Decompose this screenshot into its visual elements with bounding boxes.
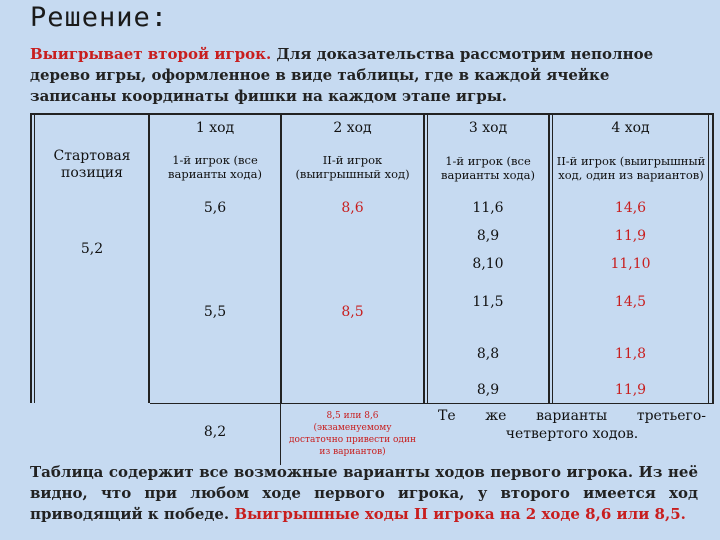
move-4-value: 14,6 bbox=[614, 200, 647, 216]
move-1-value: 5,6 bbox=[203, 200, 227, 216]
move-3-value: 8,9 bbox=[476, 382, 500, 398]
move-3-value: 8,8 bbox=[476, 346, 500, 362]
move-3-value: 11,6 bbox=[472, 200, 504, 216]
move-2-value: 8,5 bbox=[341, 304, 364, 320]
move-4-value: 11,9 bbox=[614, 228, 647, 244]
column-divider-6 bbox=[548, 113, 550, 403]
column-divider-1 bbox=[148, 113, 150, 403]
header-move-4: 4 ход bbox=[611, 120, 650, 136]
subheader-move-1: 1-й игрок (все варианты хода) bbox=[168, 153, 262, 181]
column-divider-4 bbox=[423, 113, 425, 403]
move-2-note: 8,5 или 8,6 (экзаменуемому достаточно привести один из вариантов) bbox=[289, 411, 416, 457]
conclusion-paragraph bbox=[30, 462, 698, 525]
subheader-move-2: II-й игрок (выигрышный ход) bbox=[295, 153, 410, 181]
table-border-top bbox=[30, 113, 714, 115]
page-title: Решение: bbox=[30, 2, 169, 33]
table-divider-bottom bbox=[150, 403, 714, 404]
subheader-move-3: 1-й игрок (все варианты хода) bbox=[441, 154, 535, 182]
move-3-value: 8,10 bbox=[472, 256, 504, 272]
move-4-value: 11,10 bbox=[610, 256, 651, 272]
conclusion-highlight: Выигрышные ходы II игрока на 2 ходе 8,6 или 8,5. bbox=[234, 505, 686, 523]
intro-paragraph bbox=[30, 44, 700, 107]
move-4-value: 11,9 bbox=[614, 382, 647, 398]
column-divider-3 bbox=[280, 403, 281, 465]
move-1-value: 8,2 bbox=[203, 424, 227, 440]
subheader-move-4: II-й игрок (выигрышный ход, один из вариантов) bbox=[556, 154, 706, 182]
intro-text: Для доказательства рассмотрим неполное дерево игры, оформленное в виде таблицы, где в каждой ячейке записаны координаты фишки на каждом этапе игры. bbox=[30, 45, 654, 105]
header-move-1: 1 ход bbox=[195, 120, 235, 136]
intro-highlight: Выигрывает второй игрок. bbox=[30, 45, 272, 63]
same-variants-note: Те же варианты третьего-четвертого ходов. bbox=[438, 408, 706, 442]
table-border-left-inner bbox=[34, 113, 35, 403]
move-1-value: 5,5 bbox=[203, 304, 227, 320]
move-3-value: 11,5 bbox=[472, 294, 504, 310]
table-border-right bbox=[712, 113, 714, 403]
move-2-value: 8,6 bbox=[341, 200, 364, 216]
move-3-value: 8,9 bbox=[476, 228, 500, 244]
start-position: 5,2 bbox=[80, 241, 104, 257]
conclusion-text: Таблица содержит все возможные варианты ходов первого игрока. Из неё видно, что при любом ходе первого игрока, у второго имеется ход приводящий к победе. bbox=[30, 463, 698, 523]
header-move-2: 2 ход bbox=[333, 120, 372, 136]
table-border-left bbox=[30, 113, 32, 403]
header-move-3: 3 ход bbox=[468, 120, 508, 136]
subheader-start: Стартовая позиция bbox=[53, 148, 131, 181]
column-divider-2 bbox=[280, 113, 282, 403]
move-4-value: 11,8 bbox=[614, 346, 647, 362]
move-4-value: 14,5 bbox=[614, 294, 647, 310]
table-border-right-inner bbox=[708, 113, 709, 403]
